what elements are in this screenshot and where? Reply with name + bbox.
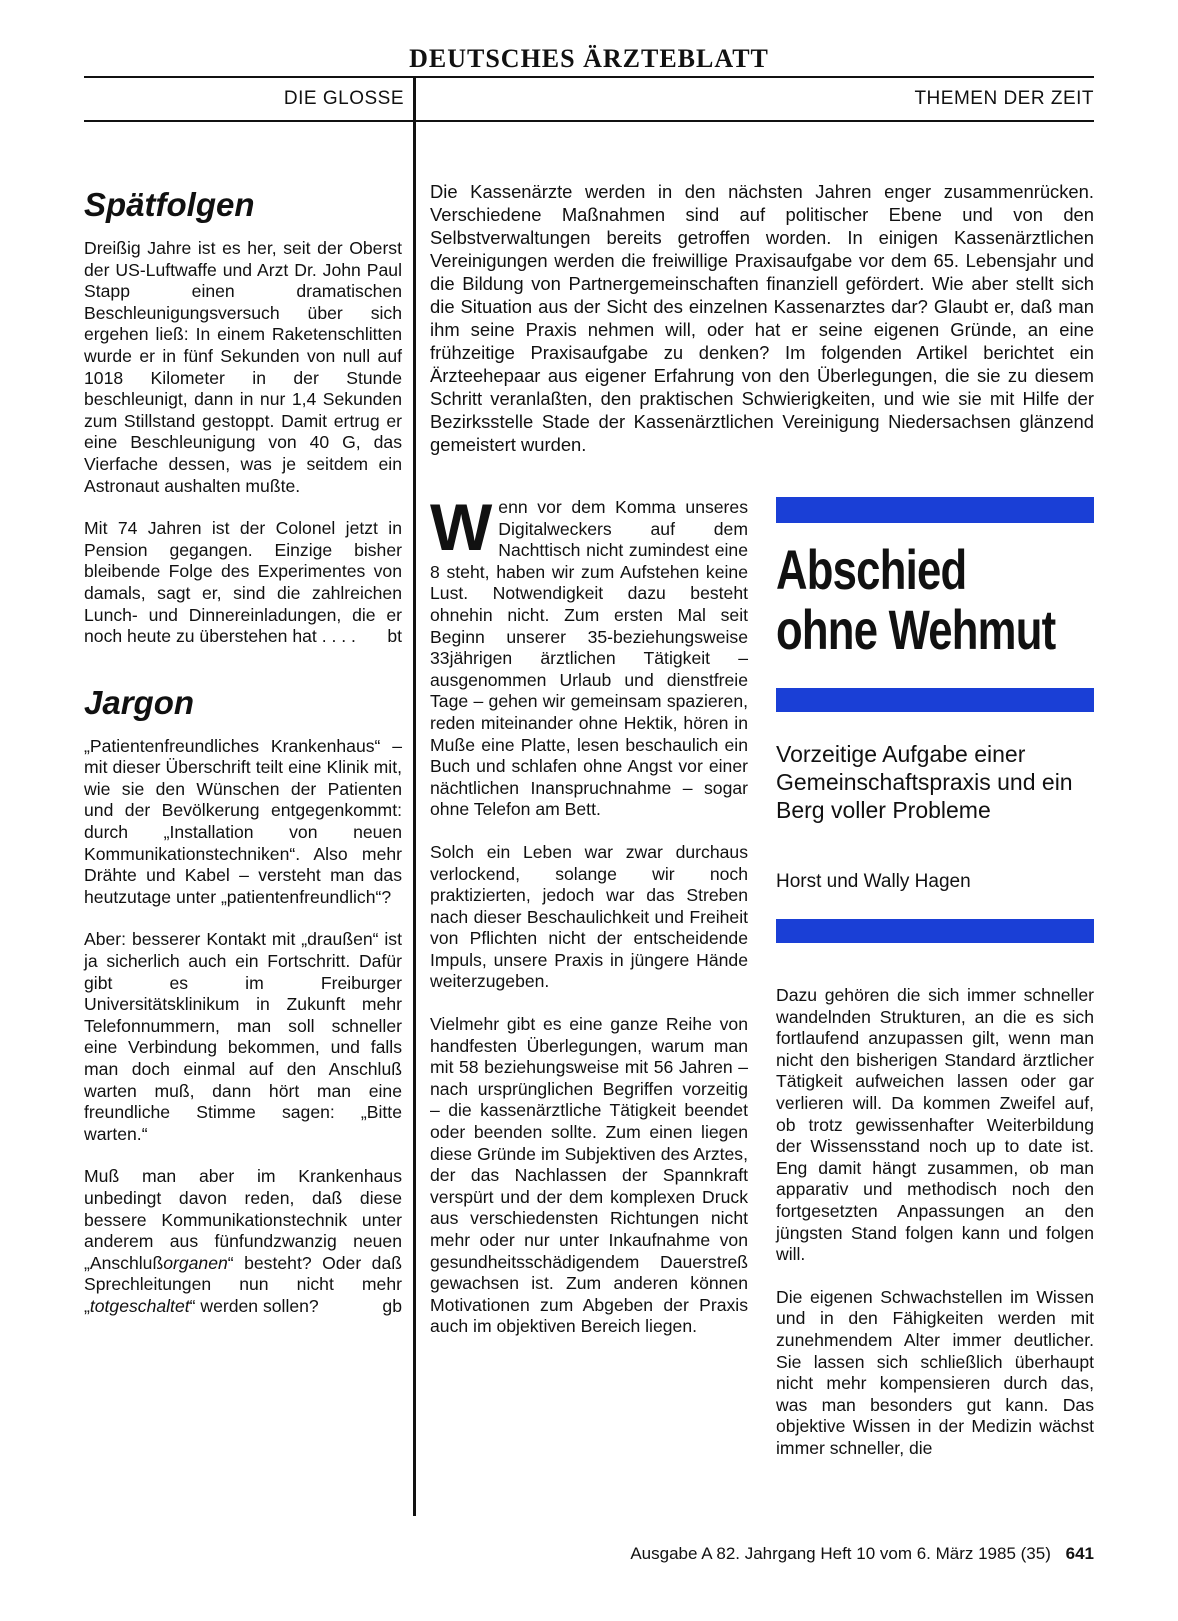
glosse-title-spaetfolgen: Spätfolgen [84,186,255,223]
header-rule-top [84,76,1094,78]
article-paragraph: Die eigenen Schwachstellen im Wissen und in den Fähigkeiten werden mit zunehmendem Alter immer deutlicher. Sie lassen sich schließlich überhaupt nicht mehr kompensieren durch das, was man besonders gut kann. Das objektive Wissen in der Medizin wächst immer schneller, die [776,1286,1094,1458]
glosse-paragraph [84,518,402,648]
drop-cap: W [430,490,493,564]
glosse-text: Mit 74 Jahren ist der Colonel jetzt in Pension gegangen. Einzige bisher bleibende Folge des Experimentes von damals, sagt er, sind die zahlreichen Lunch- und Dinnereinladungen, die er noch heute zu überstehen hat . . . . [84,518,402,647]
page-number: 641 [1065,1544,1094,1563]
glosse-text: “ besteht? Oder daß Sprechleitungen nun nicht mehr „ [84,1252,402,1316]
article-paragraph: Vielmehr gibt es eine ganze Reihe von handfesten Überlegungen, warum man mit 58 beziehungsweise mit 56 Jahren – nach ursprünglichen Begriffen vorzeitig – die kassenärztliche Tätigkeit beendet oder beenden sollte. Zum einen liegen diese Gründe im Subjektiven des Arztes, der das Nachlassen der Spannkraft verspürt und der dem komplexen Druck aus verschiedensten Richtungen nicht mehr oder nur unter Inkaufnahme von gesundheitsschädigendem Dauerstreß gewachsen ist. Zum anderen können Motivationen zum Abgeben der Praxis auch im objektiven Bereich liegen. [430,1014,748,1337]
glosse-title-jargon: Jargon [84,683,195,721]
title-bar-top [776,497,1094,523]
article-paragraph: Solch ein Leben war zwar durchaus verlockend, solange wir noch praktizierten, jedoch war das Streben nach dieser Beschaulichkeit und Freiheit von Pflichten nicht der entscheidende Impuls, unsere Praxis in jüngere Hände weiterzugeben. [430,841,748,992]
glosse-paragraph: Aber: besserer Kontakt mit „draußen“ ist ja sicherlich auch ein Fortschritt. Dafür gibt es im Freiburger Universitätsklinikum in Zukunft mehr Telefonnummern, man soll schneller eine Verbindung bekommen, und falls man doch einmal auf den Anschluß warten muß, dann hört man eine freundliche Stimme sagen: „Bitte warten.“ [84,929,402,1144]
section-label-left: DIE GLOSSE [283,88,404,109]
glosse-emphasis: totgeschaltet [89,1295,190,1316]
glosse-text: “ werden sollen? [189,1295,319,1316]
article-authors: Horst und Wally Hagen [776,871,971,892]
author-signature: gb [382,1295,402,1316]
article-title-line: Abschied [776,538,967,601]
glosse-emphasis: organen [163,1252,228,1273]
glosse-paragraph: „Patientenfreundliches Krankenhaus“ – mit dieser Überschrift teilt eine Klinik mit, wie sie den Wünschen der Patienten und der Bevölkerung entgegenkommt: durch „Installation von neuen Kommunikationstechniken“. Also mehr Drähte und Kabel – versteht man das heutzutage unter „patientenfreundlich“? [84,735,402,907]
footer-edition: Ausgabe A 82. Jahrgang Heft 10 vom 6. März 1985 (35) [630,1544,1051,1563]
article-paragraph [430,490,748,821]
article-column-2 [776,985,1094,1459]
title-bar-middle [776,688,1094,712]
glosse-paragraph: Dreißig Jahre ist es her, seit der Oberst der US-Luftwaffe und Arzt Dr. John Paul Stapp einen dramatischen Beschleunigungsversuch über sich ergehen ließ: In einem Raketenschlitten wurde er in fünf Sekunden von null auf 1018 Kilometer in der Stunde beschleunigt, dann in nur 1,4 Sekunden zum Stillstand gestoppt. Damit ertrug er eine Beschleunigung von 40 G, das Vierfache dessen, was je seitdem ein Astronaut aushalten mußte. [84,238,402,496]
page-footer [430,1544,1094,1564]
glosse-text: Muß man aber im Krankenhaus unbedingt davon reden, daß diese bessere Kommunikationstechnik unter anderem aus fünfundzwanzig neuen „Anschluß [84,1166,402,1273]
article-column-1 [430,490,748,1338]
author-signature: bt [387,626,402,647]
glosse-paragraph [84,1166,402,1317]
title-bar-bottom [776,919,1094,943]
glosse-column [84,186,402,1318]
masthead: DEUTSCHES ÄRZTEBLATT [409,44,769,73]
section-label-right: THEMEN DER ZEIT [914,88,1094,109]
article-text: enn vor dem Komma unseres Digitalweckers auf dem Nachttisch nicht zumindest eine 8 steht, haben wir zum Aufstehen keine Lust. Notwendigkeit dazu besteht ohnehin nicht. Zum ersten Mal seit Beginn unserer 35-beziehungsweise 33jährigen ärztlichen Tätigkeit – ausgenommen Urlaub und dienstfreie Tage – gehen wir gemeinsam spazieren, reden miteinander ohne Hektik, hören in Muße eine Platte, lesen beschaulich ein Buch und schlafen ohne Angst vor einer nächtlichen Inanspruchnahme – sogar ohne Telefon am Bett. [430,497,748,820]
header-rule-bottom [84,120,1094,122]
article-paragraph: Dazu gehören die sich immer schneller wandelnden Strukturen, an die es sich fortlaufend anzupassen gilt, wenn man nicht den bisherigen Standard ärztlicher Tätigkeit aufweichen lassen oder gar verlieren will. Da kommen Zweifel auf, ob trotz gewissenhafter Weiterbildung der Wissensstand noch up to date ist. Eng damit hängt zusammen, ob man apparativ und methodisch noch den fortgesetzten Anpassungen an den jüngsten Stand folgen kann und folgen will. [776,985,1094,1265]
article-subtitle: Vorzeitige Aufgabe einer Gemeinschaftspraxis und ein Berg voller Probleme [776,741,1073,823]
article-intro: Die Kassenärzte werden in den nächsten Jahren enger zusammenrücken. Verschiedene Maßnahmen sind auf politischer Ebene und von den Selbstverwaltungen bereits getroffen worden. In einigen Kassenärztlichen Vereinigungen werden die freiwillige Praxisaufgabe vor dem 65. Lebensjahr und die Bildung von Partnergemeinschaften finanziell gefördert. Wie aber stellt sich die Situation aus der Sicht des einzelnen Kassenarztes dar? Glaubt er, daß man ihm seine Praxis nehmen will, oder hat er seine eigenen Gründe, an eine frühzeitige Praxisaufgabe zu denken? Im folgenden Artikel berichtet ein Ärzteehepaar aus eigener Erfahrung von den Überlegungen, die sie zu diesem Schritt veranlaßten, den praktischen Schwierigkeiten, und wie sie mit Hilfe der Bezirksstelle Stade der Kassenärztlichen Vereinigung Niedersachsen glänzend gemeistert wurden. [430,181,1094,455]
article-title-line: ohne Wehmut [776,598,1056,661]
article-title [776,540,1104,660]
column-divider [413,78,416,1516]
